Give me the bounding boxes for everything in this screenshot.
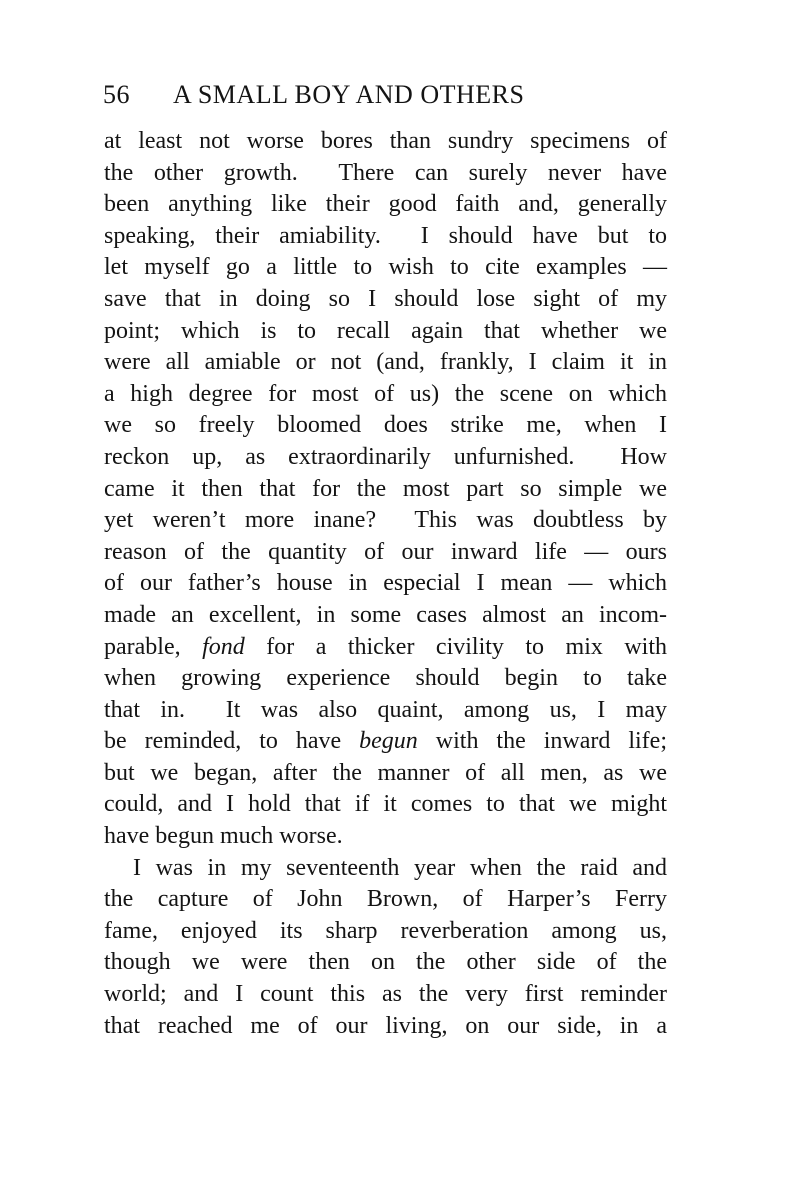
- italic-word: begun: [359, 728, 418, 755]
- page-number: 56: [103, 80, 130, 109]
- text-line: speaking, their amiability. I should have but to: [104, 222, 667, 249]
- text-line: point; which is to recall again that whether we: [104, 317, 667, 344]
- text-line: reason of the quantity of our inward life — ours: [104, 538, 667, 565]
- running-header: [103, 80, 524, 110]
- text-line: have begun much worse.: [104, 823, 343, 850]
- text-line: be reminded, to have begun with the inward life;: [104, 728, 667, 755]
- body-text: [104, 126, 667, 1042]
- text-line: save that in doing so I should lose sight of my: [104, 285, 667, 312]
- text-line: though we were then on the other side of the: [104, 949, 667, 976]
- italic-word: fond: [202, 633, 245, 660]
- text-line: were all amiable or not (and, frankly, I claim it in: [104, 349, 667, 376]
- running-title: A SMALL BOY AND OTHERS: [173, 80, 525, 109]
- text-line: made an excellent, in some cases almost an incom-: [104, 601, 667, 628]
- text-line: parable, fond for a thicker civility to mix with: [104, 633, 667, 660]
- text-line: of our father’s house in especial I mean — which: [104, 570, 667, 597]
- text-line: could, and I hold that if it comes to that we might: [104, 791, 667, 818]
- text-line: that reached me of our living, on our side, in a: [104, 1012, 667, 1039]
- text-line: when growing experience should begin to take: [104, 665, 667, 692]
- text-line: we so freely bloomed does strike me, when I: [104, 412, 667, 439]
- text-line: the other growth. There can surely never have: [104, 159, 667, 186]
- text-line: but we began, after the manner of all men, as we: [104, 759, 667, 786]
- text-line: the capture of John Brown, of Harper’s Ferry: [104, 886, 667, 913]
- text-line: a high degree for most of us) the scene on which: [104, 380, 667, 407]
- text-line: been anything like their good faith and, generally: [104, 191, 667, 218]
- text-line: let myself go a little to wish to cite examples —: [104, 254, 667, 281]
- text-line: came it then that for the most part so simple we: [104, 475, 667, 502]
- text-line: at least not worse bores than sundry specimens of: [104, 128, 667, 154]
- text-line: fame, enjoyed its sharp reverberation among us,: [104, 917, 667, 944]
- text-line: reckon up, as extraordinarily unfurnished. How: [104, 443, 667, 470]
- text-line: yet weren’t more inane? This was doubtless by: [104, 507, 667, 534]
- text-line: I was in my seventeenth year when the raid and: [133, 854, 667, 881]
- text-line: world; and I count this as the very first reminder: [104, 981, 667, 1008]
- text-line: that in. It was also quaint, among us, I may: [104, 696, 667, 723]
